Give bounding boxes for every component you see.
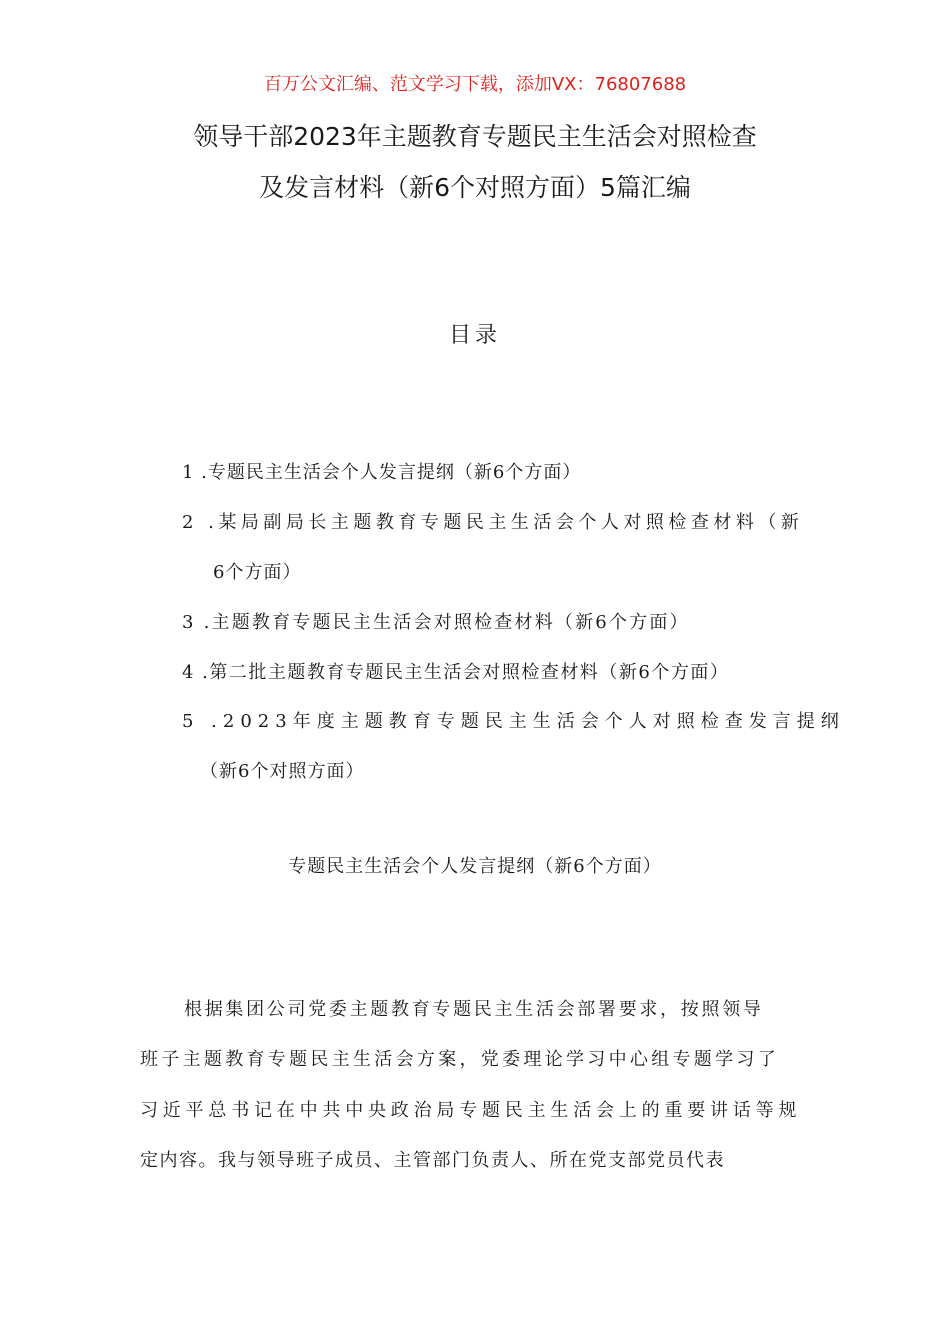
toc-item-4-text: 4 .第二批主题教育专题民主生活会对照检查材料（新6个方面） [182,662,730,683]
document-title-line-1: 领导干部2023年主题教育专题民主生活会对照检查 [193,122,757,151]
toc-item-1-text: 1 .专题民主生活会个人发言提纲（新6个方面） [182,462,582,483]
toc-item-2-text-line-2: 6个方面） [213,562,302,583]
toc-heading: 目录 [448,323,501,348]
section-title: 专题民主生活会个人发言提纲（新6个方面） [288,856,662,877]
paragraph-line-2: 班子主题教育专题民主生活会方案，党委理论学习中心组专题学习了 [140,1049,779,1070]
toc-item-5-text-line-2: （新6个对照方面） [200,761,365,782]
paragraph-line-4: 定内容。我与领导班子成员、主管部门负责人、所在党支部党员代表 [140,1150,725,1171]
paragraph-line-1: 根据集团公司党委主题教育专题民主生活会部署要求，按照领导 [184,999,764,1020]
toc-item-5-text-line-1: 5 .2023年度主题教育专题民主生活会个人对照检查发言提纲 [182,711,845,732]
paragraph-line-3: 习近平总书记在中共中央政治局专题民主生活会上的重要讲话等规 [140,1100,802,1121]
banner-text: 百万公文汇编、范文学习下载，添加VX：76807688 [263,74,687,95]
toc-item-2-text-line-1: 2 .某局副局长主题教育专题民主生活会个人对照检查材料（新 [182,512,804,533]
toc-item-3-text: 3 .主题教育专题民主生活会对照检查材料（新6个方面） [182,612,690,633]
document-title-line-2: 及发言材料（新6个对照方面）5篇汇编 [259,173,691,202]
